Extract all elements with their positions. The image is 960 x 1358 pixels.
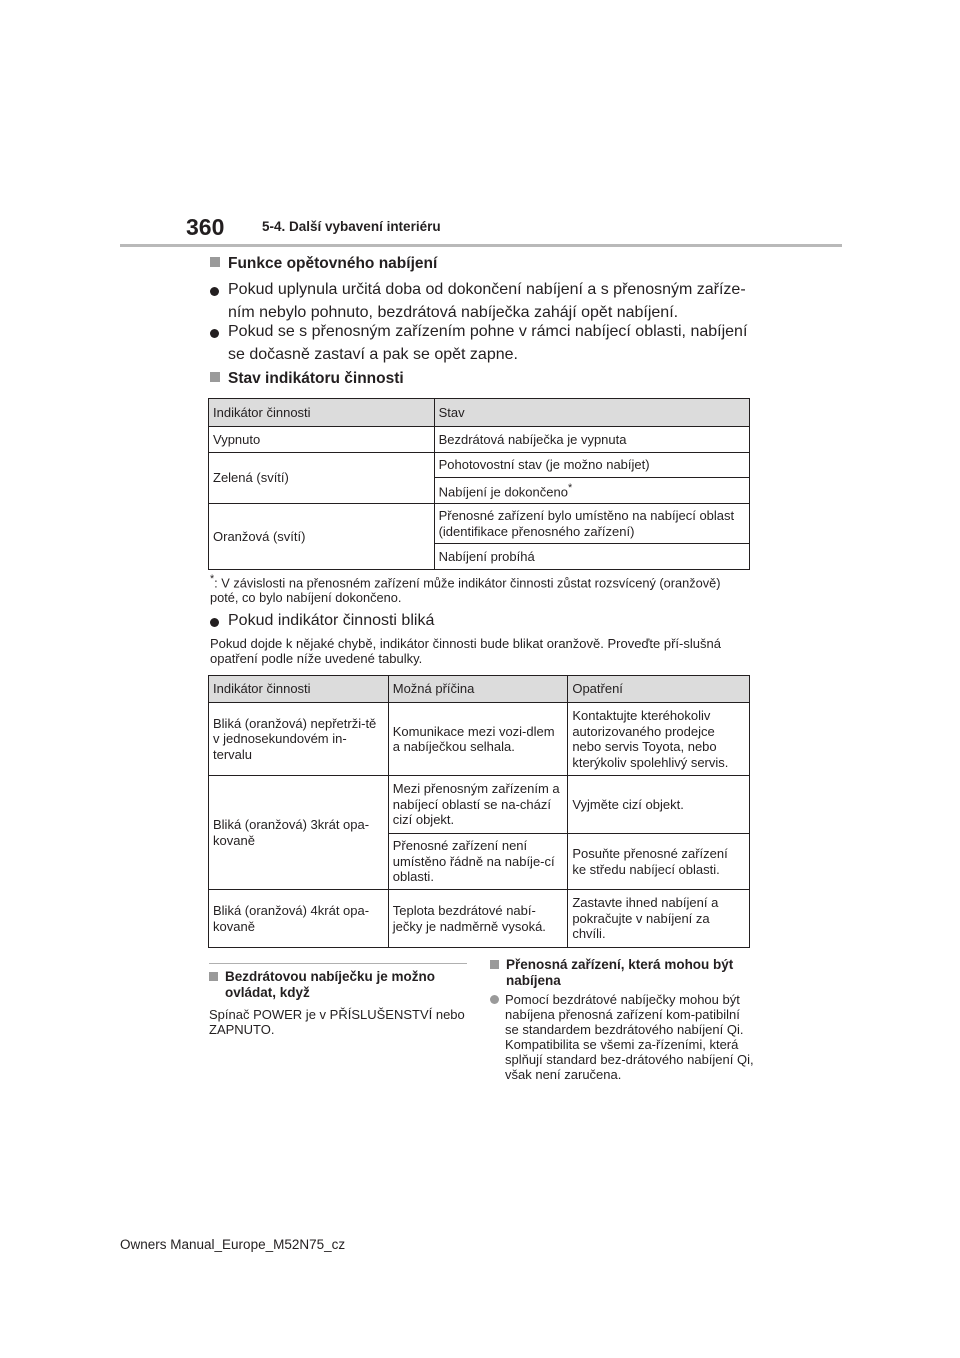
table-cell: Bliká (oranžová) nepřetrži-tě v jednosekundovém in-tervalu	[209, 703, 389, 776]
table-cell: Mezi přenosným zařízením a nabíjecí oblastí se na-chází cizí objekt.	[388, 776, 568, 834]
footnote-marker: *	[210, 573, 215, 585]
bullet-dot-icon	[210, 287, 219, 296]
bullet-dot-icon	[210, 329, 219, 338]
circle-bullet-icon	[490, 995, 499, 1004]
blink-bullet-text: Pokud indikátor činnosti bliká	[228, 612, 435, 629]
recharge-bullet-1-text: Pokud uplynula určitá doba od dokončení nabíjení a s přenosným zaříze-ním nebylo pohnuto, bezdrátová nabíječka zahájí opět nabíjení.	[228, 281, 746, 321]
indicator-footnote	[210, 572, 750, 605]
right-col-bullet	[490, 992, 754, 1082]
table-cell: Komunikace mezi vozi-dlem a nabíječkou selhala.	[388, 703, 568, 776]
square-bullet-icon	[209, 972, 218, 981]
square-bullet-icon	[490, 960, 499, 969]
indicator-table-header-2: Stav	[434, 399, 749, 427]
recharge-bullet-1	[210, 278, 755, 324]
table-cell: Teplota bezdrátové nabí-ječky je nadměrně vysoká.	[388, 890, 568, 948]
square-bullet-icon	[210, 257, 220, 267]
table-cell: Vyjměte cizí objekt.	[568, 776, 750, 834]
table-cell: Kontaktujte kteréhokoliv autorizovaného prodejce nebo servis Toyota, nebo kterýkoliv spolehlivý servis.	[568, 703, 750, 776]
header-rule	[120, 244, 842, 247]
recharge-bullet-2-text: Pokud se s přenosným zařízením pohne v rámci nabíjecí oblasti, nabíjení se dočasně zastaví a pak se opět zapne.	[228, 323, 748, 363]
recharge-bullet-2	[210, 320, 755, 366]
footer-text: Owners Manual_Europe_M52N75_cz	[120, 1237, 346, 1252]
footnote-marker: *	[567, 482, 573, 495]
footnote-text: : V závislosti na přenosném zařízení může indikátor činnosti zůstat rozsvícený (oranžově) poté, co bylo nabíjení dokončeno.	[210, 575, 721, 606]
right-col-heading	[490, 957, 752, 988]
bullet-dot-icon	[210, 618, 219, 627]
recharge-heading-text: Funkce opětovného nabíjení	[228, 255, 438, 272]
blink-intro: Pokud dojde k nějaké chybě, indikátor činnosti bude blikat oranžově. Proveďte pří-slušná opatření podle níže uvedené tabulky.	[210, 636, 721, 666]
table-cell: Přenosné zařízení bylo umístěno na nabíjecí oblast (identifikace přenosného zařízení)	[434, 504, 749, 544]
table-cell: Pohotovostní stav (je možno nabíjet)	[434, 453, 749, 478]
left-col-rule	[209, 963, 467, 964]
left-col-heading-text: Bezdrátovou nabíječku je možno ovládat, když	[225, 969, 436, 1000]
left-col-text: Spínač POWER je v PŘÍSLUŠENSTVÍ nebo ZAPNUTO.	[209, 1007, 465, 1037]
table-cell: Nabíjení probíhá	[434, 544, 749, 570]
right-col-heading-text: Přenosná zařízení, která mohou být nabíjena	[506, 957, 734, 988]
table-cell: Posuňte přenosné zařízení ke středu nabíjecí oblasti.	[568, 834, 750, 890]
indicator-table	[208, 398, 750, 570]
left-col-heading	[209, 969, 467, 1000]
page-number: 360	[186, 214, 225, 240]
table-cell: Bliká (oranžová) 3krát opa-kovaně	[209, 776, 389, 890]
table-cell-text: Nabíjení je dokončeno	[438, 484, 568, 500]
table-cell: Zelená (svítí)	[209, 453, 435, 504]
indicator-heading	[210, 370, 404, 388]
indicator-table-header-1: Indikátor činnosti	[209, 399, 435, 427]
indicator-heading-text: Stav indikátoru činnosti	[228, 370, 404, 387]
blink-table-header-3: Opatření	[568, 676, 750, 703]
recharge-heading	[210, 255, 437, 273]
blink-table	[208, 675, 750, 948]
table-cell: Bezdrátová nabíječka je vypnuta	[434, 427, 749, 453]
table-cell: Přenosné zařízení není umístěno řádně na nabíje-cí oblasti.	[388, 834, 568, 890]
table-cell: Bliká (oranžová) 4krát opa-kovaně	[209, 890, 389, 948]
right-col-bullet-text: Pomocí bezdrátové nabíječky mohou být nabíjena přenosná zařízení kom-patibilní se standardem bezdrátového nabíjení Qi. Kompatibilita se všemi za-řízeními, která splňují standard bez-drátového nabíjení Qi, však není zaručena.	[505, 992, 754, 1082]
blink-table-header-2: Možná příčina	[388, 676, 568, 703]
table-cell: Vypnuto	[209, 427, 435, 453]
blink-bullet	[210, 609, 755, 632]
square-bullet-icon	[210, 372, 220, 382]
table-cell: Zastavte ihned nabíjení a pokračujte v nabíjení za chvíli.	[568, 890, 750, 948]
table-cell: Oranžová (svítí)	[209, 504, 435, 570]
table-cell	[434, 478, 749, 504]
section-title: 5-4. Další vybavení interiéru	[262, 219, 441, 234]
blink-table-header-1: Indikátor činnosti	[209, 676, 389, 703]
